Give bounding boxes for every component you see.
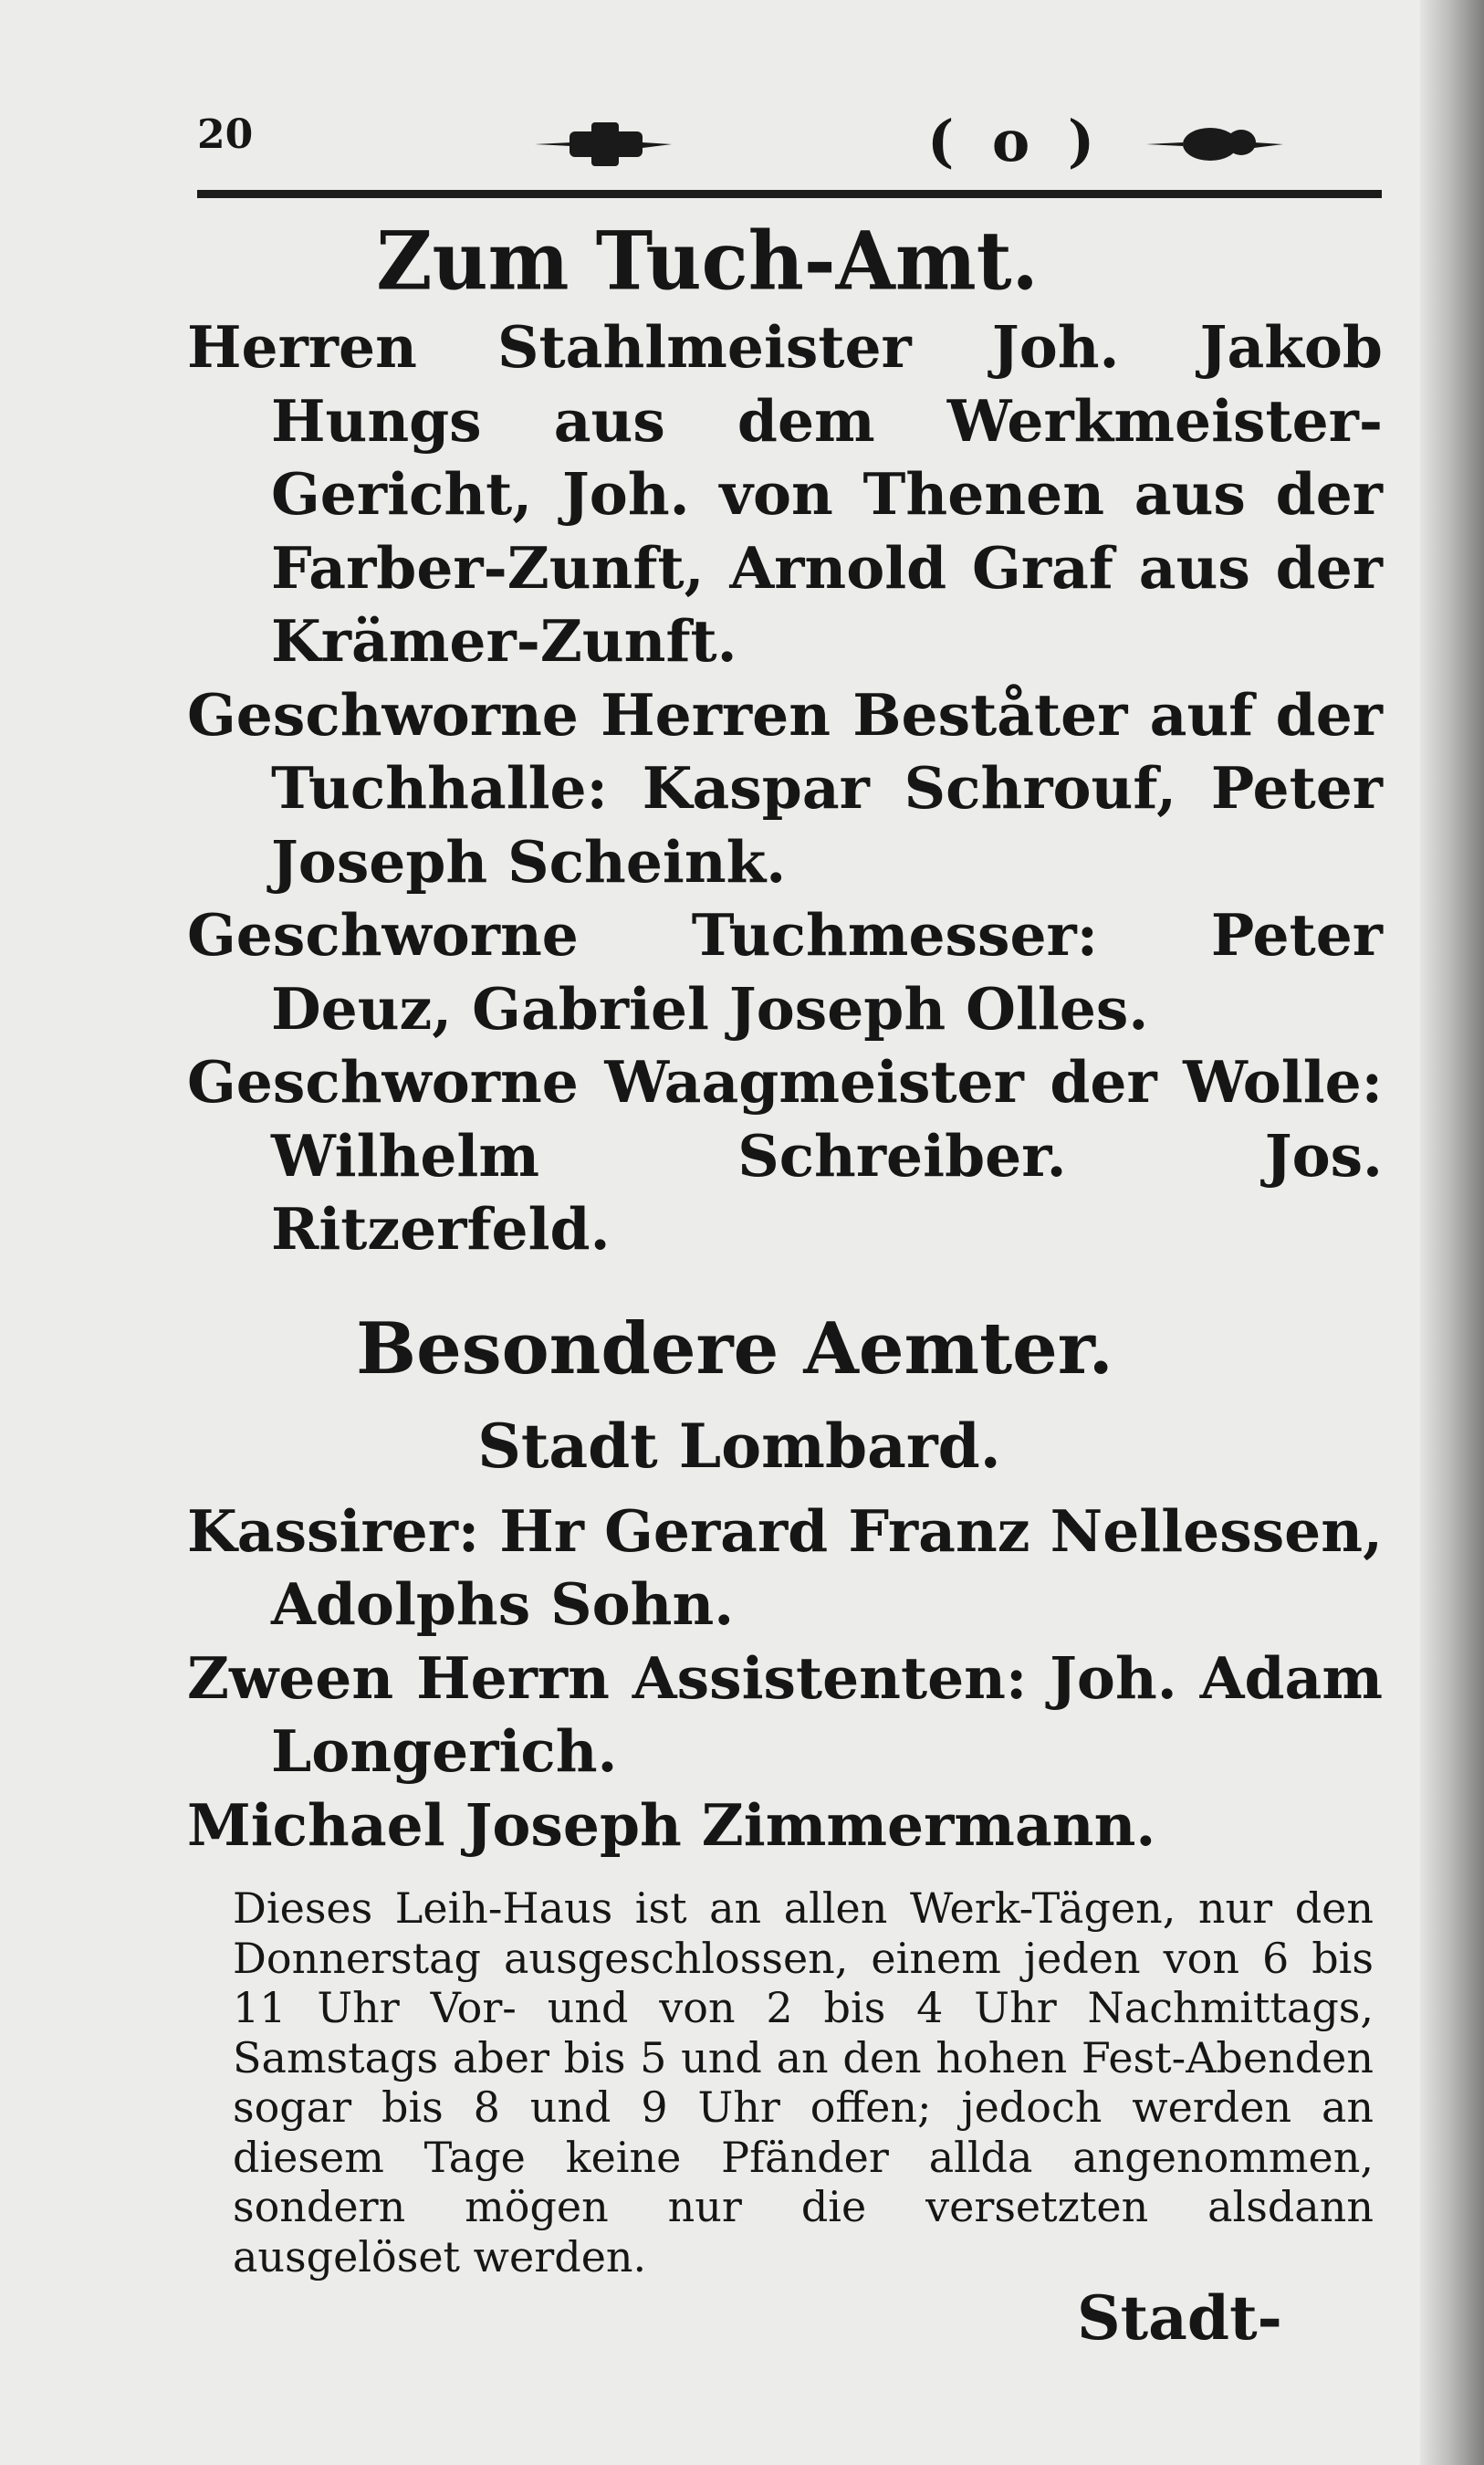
- running-title: ( o ): [927, 108, 1104, 174]
- entry-zimmermann: Michael Joseph Zimmermann.: [187, 1790, 1156, 1859]
- subsection-title-stadt-lombard: Stadt Lombard.: [477, 1410, 1001, 1482]
- page-number: 20: [197, 111, 254, 158]
- catchword: Stadt-: [1077, 2282, 1282, 2354]
- entry-kassirer: Kassirer: Hr Gerard Franz Nellessen, Adolphs Sohn.: [187, 1496, 1383, 1638]
- entry-stahlmeister: Herren Stahlmeister Joh. Jakob Hungs aus dem Werkmeister-Gericht, Joh. von Thenen aus der Farber-Zunft, Arnold Graf aus der Krämer-Zunft.: [187, 313, 1383, 675]
- page-body: [187, 212, 1383, 2281]
- section-title-besondere-aemter: Besondere Aemter.: [356, 1306, 1113, 1390]
- entry-bestaeter: Geschworne Herren Beståter auf der Tuchhalle: Kaspar Schrouf, Peter Joseph Scheink.: [187, 680, 1383, 896]
- header-rule: [197, 190, 1382, 198]
- entry-assistenten: Zween Herrn Assistenten: Joh. Adam Longerich.: [187, 1643, 1383, 1785]
- entry-waagmeister: Geschworne Waagmeister der Wolle: Wilhelm Schreiber. Jos. Ritzerfeld.: [187, 1048, 1383, 1263]
- entry-tuchmesser: Geschworne Tuchmesser: Peter Deuz, Gabriel Joseph Olles.: [187, 901, 1383, 1043]
- section-title-tuch-amt: Zum Tuch-Amt.: [376, 213, 1039, 309]
- note-leihhaus: Dieses Leih-Haus ist an allen Werk-Tägen, nur den Donnerstag ausgeschlossen, einem jeden von 6 bis 11 Uhr Vor- und von 2 bis 4 Uhr Nachmittags, Samstags aber bis 5 und an den hohen Fest-Abenden sogar bis 8 und 9 Uhr offen; jedoch werden an diesem Tage keine Pfänder allda angenommen, sondern mögen nur die versetzten alsdann ausgelöset werden.: [233, 1883, 1374, 2281]
- ornament-right-icon: [1146, 115, 1283, 170]
- ornament-left-icon: [535, 115, 672, 170]
- page-header: [197, 108, 1384, 181]
- page-edge-shadow: [1420, 0, 1484, 2465]
